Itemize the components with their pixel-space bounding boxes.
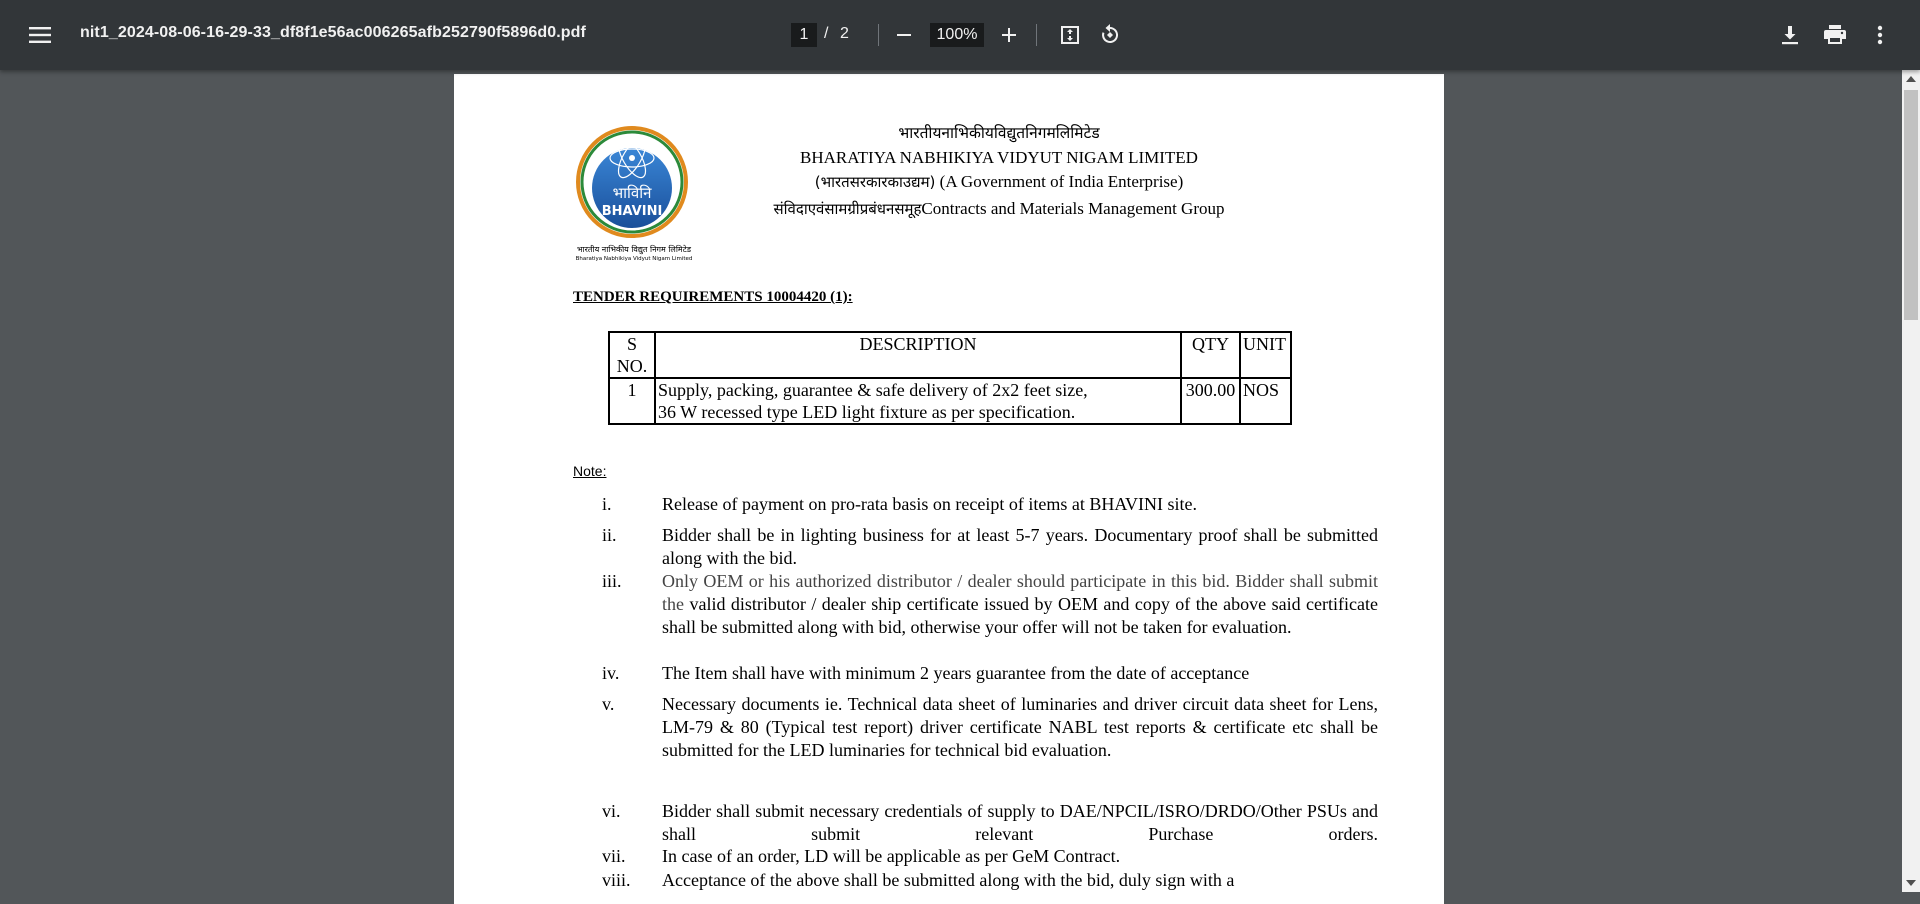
org-group-english: Contracts and Materials Management Group	[921, 199, 1225, 218]
print-icon[interactable]	[1815, 15, 1855, 55]
header-description: DESCRIPTION	[655, 332, 1181, 378]
note-text: Acceptance of the above shall be submitted along with the bid, duly sign with a	[662, 870, 1235, 890]
bhavini-logo	[570, 118, 698, 268]
org-name-english: BHARATIYA NABHIKIYA VIDYUT NIGAM LIMITED	[800, 148, 1198, 167]
cell-description-line1: Supply, packing, guarantee & safe delivery of 2x2 feet size,	[658, 380, 1088, 400]
note-number: iii.	[602, 571, 622, 591]
cell-sno: 1	[609, 378, 655, 424]
org-subtitle-hindi: (भारतसरकारकाउद्यम)	[814, 173, 936, 191]
zoom-in-icon[interactable]	[989, 15, 1029, 55]
note-text-faded: Only OEM or his authorized distributor / dealer should participate in this bid. Bidder shall submit the	[662, 571, 1378, 614]
cell-description-line2: 36 W recessed type LED light fixture as per specification.	[658, 402, 1076, 422]
menu-icon[interactable]	[20, 15, 60, 55]
header-sno-line2: NO.	[616, 356, 648, 376]
header-sno	[609, 332, 655, 378]
cell-description	[655, 378, 1181, 424]
note-number: v.	[602, 694, 615, 714]
pdf-page	[454, 74, 1444, 904]
note-label: Note:	[573, 463, 607, 479]
logo-english-caption: Bharatiya Nabhikiya Vidyut Nigam Limited	[575, 256, 693, 262]
zoom-level-input[interactable]	[930, 23, 984, 47]
org-group-hindi: संविदाएवंसामग्रीप्रबंधनसमूह	[773, 200, 922, 218]
scroll-up-icon[interactable]	[1906, 76, 1916, 82]
note-text: The Item shall have with minimum 2 years guarantee from the date of acceptance	[662, 663, 1250, 683]
rotate-icon[interactable]	[1090, 15, 1130, 55]
vertical-scrollbar[interactable]	[1902, 70, 1920, 892]
page-total: 2	[840, 25, 849, 42]
org-subtitle-english: (A Government of India Enterprise)	[939, 172, 1184, 191]
note-number: vi.	[602, 801, 621, 821]
org-subtitle	[734, 172, 1264, 192]
note-number: ii.	[602, 525, 617, 545]
org-group	[724, 199, 1274, 219]
scroll-down-icon[interactable]	[1906, 880, 1916, 886]
zoom-out-icon[interactable]	[884, 15, 924, 55]
note-text-rest: valid distributor / dealer ship certificate issued by OEM and copy of the above said certificate shall be submitted along with bid, otherwise your offer will not be taken for evaluation.	[662, 594, 1378, 637]
toolbar-divider	[878, 24, 879, 46]
tender-title: TENDER REQUIREMENTS 10004420 (1):	[573, 289, 853, 305]
note-text: In case of an order, LD will be applicable as per GeM Contract.	[662, 846, 1121, 866]
requirements-table	[608, 331, 1292, 425]
file-name: nit1_2024-08-06-16-29-33_df8f1e56ac006265afb252790f5896d0.pdf	[80, 24, 586, 41]
page-separator: /	[824, 25, 829, 42]
header-sno-line1: S	[626, 334, 637, 354]
note-text: Release of payment on pro-rata basis on receipt of items at BHAVINI site.	[662, 494, 1198, 514]
pdf-toolbar	[0, 0, 1920, 70]
download-icon[interactable]	[1770, 15, 1810, 55]
note-text: Bidder shall be in lighting business for at least 5-7 years. Documentary proof shall be submitted along with the bid.	[662, 525, 1378, 568]
note-number: iv.	[602, 663, 620, 683]
table-row	[609, 378, 1291, 424]
page-number-input[interactable]	[791, 23, 817, 47]
fit-page-icon[interactable]	[1050, 15, 1090, 55]
logo-brand-text: BHAVINI	[601, 204, 663, 219]
more-icon[interactable]	[1860, 15, 1900, 55]
note-text	[662, 570, 1378, 639]
cell-qty: 300.00	[1181, 378, 1240, 424]
note-text: Bidder shall submit necessary credentials of supply to DAE/NPCIL/ISRO/DRDO/Other PSUs and shall submit relevant Purchase orders.	[662, 801, 1378, 844]
toolbar-divider	[1036, 24, 1037, 46]
note-number: i.	[602, 494, 612, 514]
logo-hindi-caption: भारतीय नाभिकीय विद्युत निगम लिमिटेड	[576, 245, 692, 254]
note-number: vii.	[602, 846, 626, 866]
cell-unit: NOS	[1240, 378, 1291, 424]
header-unit: UNIT	[1240, 332, 1291, 378]
scroll-thumb[interactable]	[1904, 90, 1918, 320]
note-number: viii.	[602, 870, 631, 890]
logo-hindi-text: भाविनि	[612, 184, 652, 202]
org-name-hindi: भारतीयनाभिकीयविद्युतनिगमलिमिटेड	[898, 124, 1100, 142]
table-header-row	[609, 332, 1291, 378]
header-qty: QTY	[1181, 332, 1240, 378]
note-text: Necessary documents ie. Technical data sheet of luminaries and driver circuit data sheet for Lens, LM-79 & 80 (Typical test report) driver certificate NABL test reports & certificate etc shall be submitted for the LED luminaries for technical bid evaluation.	[662, 694, 1378, 760]
